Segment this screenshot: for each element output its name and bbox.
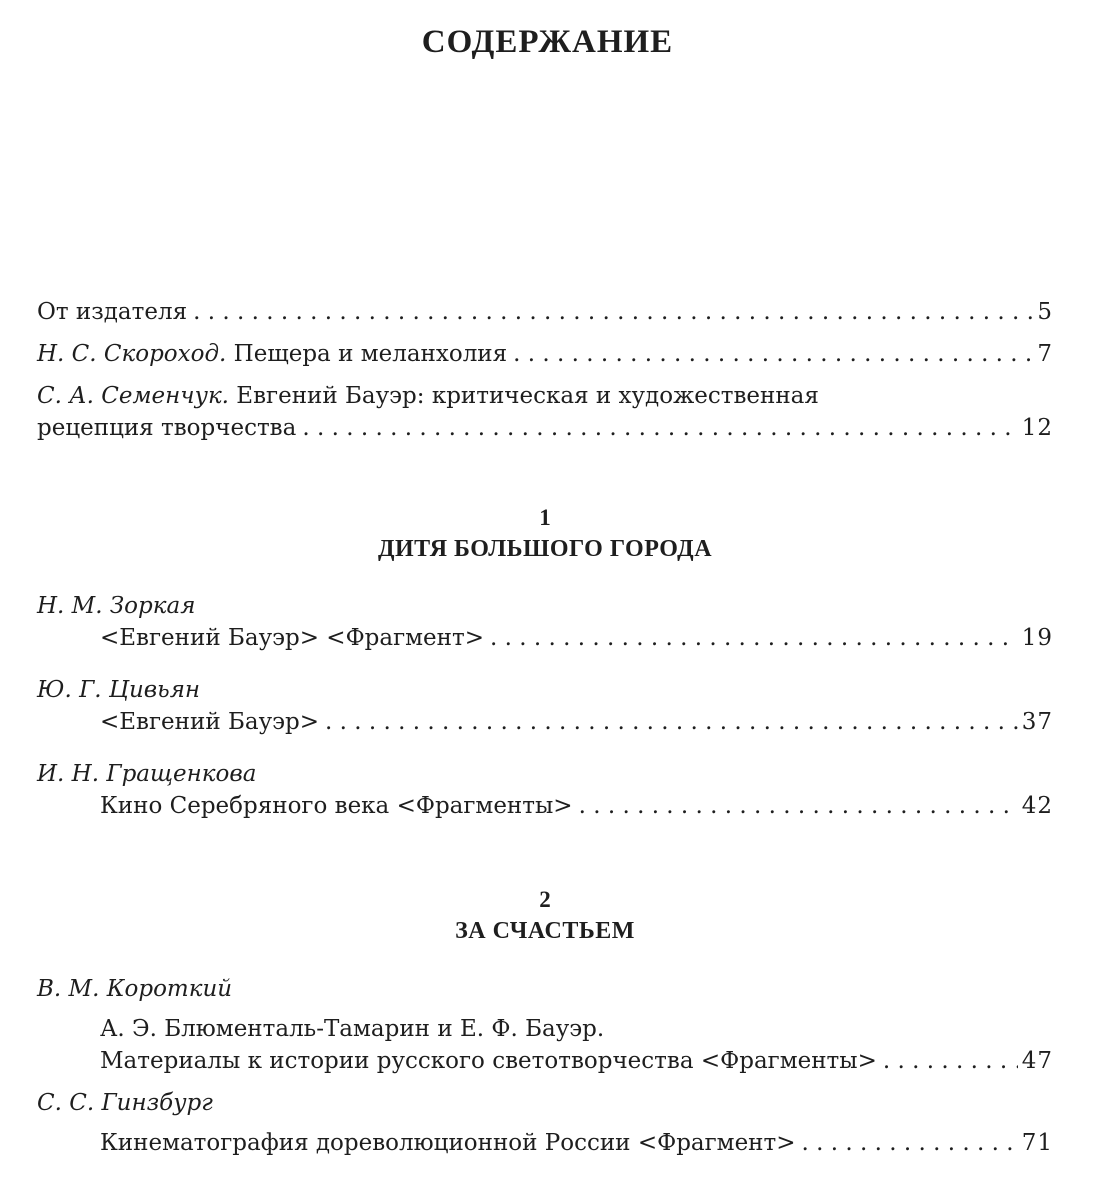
entry-title: Евгений Бауэр: критическая и художественная (229, 383, 819, 409)
entry-author: Н. С. Скороход. (37, 341, 227, 367)
entry-title-cont: Материалы к истории русского светотворчества <Фрагменты> (100, 1048, 877, 1074)
section-1-entries (37, 590, 1053, 822)
toc-entry-semenchuk-line2[interactable] (37, 412, 1053, 444)
page-number: 37 (1021, 709, 1053, 735)
toc-entry-semenchuk-line1[interactable] (37, 380, 1053, 412)
entry-author: С. А. Семенчук. (37, 383, 229, 409)
toc-entry-korotky-line1[interactable]: А. Э. Блюменталь-Тамарин и Е. Ф. Бауэр. (100, 1016, 605, 1042)
section-1-heading (0, 503, 1090, 565)
entry-title: <Евгений Бауэр> (100, 709, 319, 735)
entry-author-grashchenkova: И. Н. Гращенкова (37, 761, 257, 787)
section-2-heading (0, 885, 1090, 947)
page-title: СОДЕРЖАНИЕ (421, 24, 674, 60)
dot-leader (193, 296, 1033, 328)
section-title: ЗА СЧАСТЬЕМ (455, 918, 635, 944)
entry-title-cont: рецепция творчества (37, 415, 297, 441)
toc-entry-zorkaya[interactable] (37, 622, 1053, 654)
dot-leader (513, 338, 1033, 370)
toc-entry-skorokhod[interactable] (37, 338, 1053, 370)
dot-leader (490, 622, 1018, 654)
toc-entry-ginzburg[interactable] (37, 1127, 1053, 1159)
page-number: 7 (1037, 341, 1053, 367)
entry-title: Пещера и меланхолия (226, 341, 508, 367)
dot-leader (883, 1045, 1018, 1077)
toc-entry-korotky-line2[interactable] (37, 1045, 1053, 1077)
entry-author-zorkaya: Н. М. Зоркая (37, 593, 196, 619)
dot-leader (302, 412, 1017, 444)
page-number: 42 (1021, 793, 1053, 819)
toc-entry-publisher[interactable] (37, 296, 1053, 328)
dot-leader (579, 790, 1018, 822)
dot-leader (325, 706, 1018, 738)
entry-author-tsivian: Ю. Г. Цивьян (37, 677, 201, 703)
page-number: 12 (1021, 415, 1053, 441)
section-number: 2 (539, 887, 551, 912)
page-number: 5 (1037, 299, 1053, 325)
page-number: 19 (1021, 625, 1053, 651)
toc-entry-tsivian[interactable] (37, 706, 1053, 738)
section-title: ДИТЯ БОЛЬШОГО ГОРОДА (377, 536, 713, 562)
entry-title: Кино Серебряного века <Фрагменты> (100, 793, 573, 819)
entry-title: От издателя (37, 299, 188, 325)
entry-author-ginzburg: С. С. Гинзбург (37, 1090, 213, 1116)
toc-entry-grashchenkova[interactable] (37, 790, 1053, 822)
section-number: 1 (539, 505, 551, 530)
dot-leader (802, 1127, 1018, 1159)
entry-author-korotky: В. М. Короткий (37, 976, 233, 1002)
entry-title: Кинематография дореволюционной России <Фрагмент> (100, 1130, 796, 1156)
page-number: 71 (1021, 1130, 1053, 1156)
page-number: 47 (1021, 1048, 1053, 1074)
entry-title: <Евгений Бауэр> <Фрагмент> (100, 625, 484, 651)
section-2-entries (37, 973, 1053, 1159)
front-matter (37, 296, 1053, 444)
